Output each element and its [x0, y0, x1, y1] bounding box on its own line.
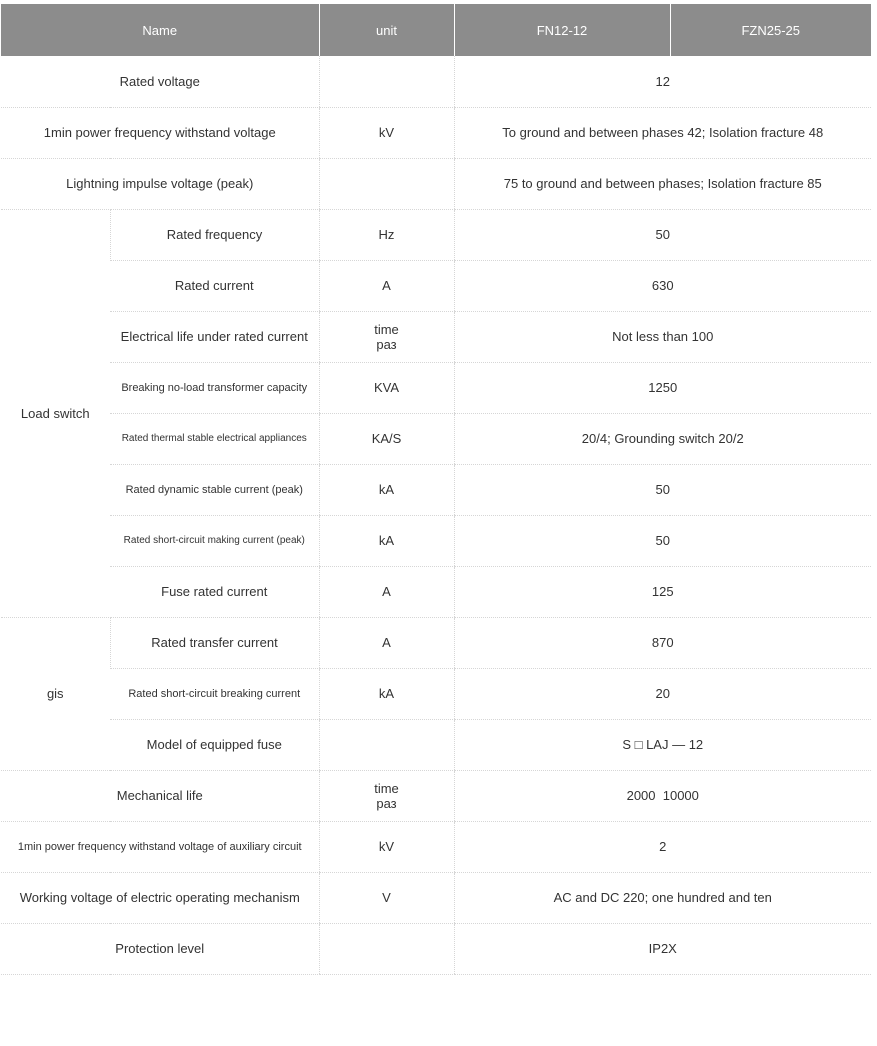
row-value: 1250	[454, 362, 871, 413]
unit-line: time	[374, 321, 399, 337]
row-name: Rated current	[110, 260, 319, 311]
row-value: 125	[454, 566, 871, 617]
row-value: 870	[454, 617, 871, 668]
row-value: 75 to ground and between phases; Isolation fracture 85	[454, 158, 871, 209]
header-unit: unit	[319, 4, 454, 56]
table-row	[1, 923, 871, 974]
table-row	[1, 617, 871, 668]
row-name: Protection level	[1, 923, 319, 974]
unit-line: раз	[376, 336, 397, 352]
row-unit: kA	[319, 515, 454, 566]
unit-line: time	[374, 780, 399, 796]
row-value: 2000 10000	[454, 770, 871, 821]
row-unit: Hz	[319, 209, 454, 260]
row-value: 20/4; Grounding switch 20/2	[454, 413, 871, 464]
row-unit: kV	[319, 107, 454, 158]
table-row	[1, 311, 871, 362]
row-value: 2	[454, 821, 871, 872]
table-row	[1, 209, 871, 260]
row-name: Rated short-circuit making current (peak)	[110, 515, 319, 566]
row-name: 1min power frequency withstand voltage of auxiliary circuit	[1, 821, 319, 872]
row-value: 50	[454, 515, 871, 566]
row-unit: kA	[319, 464, 454, 515]
table-row	[1, 107, 871, 158]
row-unit: A	[319, 260, 454, 311]
row-name: Fuse rated current	[110, 566, 319, 617]
table-row	[1, 668, 871, 719]
row-unit	[319, 56, 454, 107]
table-row	[1, 158, 871, 209]
row-value: 12	[454, 56, 871, 107]
row-value: AC and DC 220; one hundred and ten	[454, 872, 871, 923]
row-value: To ground and between phases 42; Isolation fracture 48	[454, 107, 871, 158]
table-row	[1, 260, 871, 311]
row-name: Model of equipped fuse	[110, 719, 319, 770]
row-unit: kA	[319, 668, 454, 719]
row-value: 50	[454, 464, 871, 515]
row-name: Rated dynamic stable current (peak)	[110, 464, 319, 515]
row-name: Electrical life under rated current	[110, 311, 319, 362]
row-unit	[319, 719, 454, 770]
table-row	[1, 56, 871, 107]
table-row	[1, 872, 871, 923]
table-row	[1, 566, 871, 617]
row-name: Rated voltage	[1, 56, 319, 107]
row-name: Rated transfer current	[110, 617, 319, 668]
group-label-gis: gis	[1, 617, 110, 770]
spec-table	[1, 4, 871, 975]
table-row	[1, 464, 871, 515]
table-row	[1, 515, 871, 566]
row-value: 20	[454, 668, 871, 719]
row-name: Breaking no-load transformer capacity	[110, 362, 319, 413]
row-unit	[319, 311, 454, 362]
row-value: IP2X	[454, 923, 871, 974]
row-value: 50	[454, 209, 871, 260]
row-unit: V	[319, 872, 454, 923]
row-value: S □ LAJ — 12	[454, 719, 871, 770]
row-name: Rated thermal stable electrical appliances	[110, 413, 319, 464]
table-row	[1, 821, 871, 872]
row-unit	[319, 158, 454, 209]
row-unit: kV	[319, 821, 454, 872]
row-name: Rated short-circuit breaking current	[110, 668, 319, 719]
row-name: Rated frequency	[110, 209, 319, 260]
row-value: Not less than 100	[454, 311, 871, 362]
row-unit	[319, 770, 454, 821]
row-name: Working voltage of electric operating mechanism	[1, 872, 319, 923]
row-unit	[319, 923, 454, 974]
row-name: Lightning impulse voltage (peak)	[1, 158, 319, 209]
unit-line: раз	[376, 795, 397, 811]
row-unit: KA/S	[319, 413, 454, 464]
table-row	[1, 770, 871, 821]
header-model-fzn25: FZN25-25	[670, 4, 871, 56]
header-name: Name	[1, 4, 319, 56]
row-name: 1min power frequency withstand voltage	[1, 107, 319, 158]
table-row	[1, 413, 871, 464]
group-label-load-switch: Load switch	[1, 209, 110, 617]
header-model-fn12: FN12-12	[454, 4, 670, 56]
row-unit: KVA	[319, 362, 454, 413]
row-value: 630	[454, 260, 871, 311]
header-row	[1, 4, 871, 56]
row-name: Mechanical life	[1, 770, 319, 821]
table-row	[1, 362, 871, 413]
row-unit: A	[319, 617, 454, 668]
row-unit: A	[319, 566, 454, 617]
table-row	[1, 719, 871, 770]
